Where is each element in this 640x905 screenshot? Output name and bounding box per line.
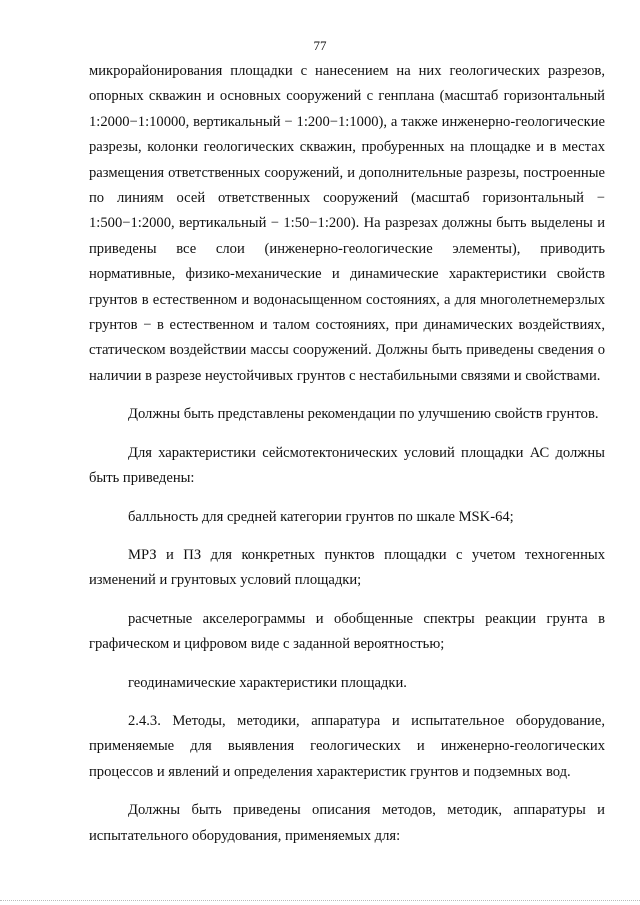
paragraph-methods-description: Должны быть приведены описания методов, методик, аппаратуры и испытательного оборудования, применяемых для: <box>89 802 605 844</box>
footer-divider <box>0 900 640 902</box>
paragraph-continuation: микрорайонирования площадки с нанесением на них геологических разрезов, опорных скважин и основных сооружений с генплана (масштаб горизонтальный 1:2000−1:10000, вертикальный − 1:200−1:1000), а также инженерно-геологические разрезы, колонки геологических скважин, пробуренных на площадке и в местах размещения ответственных сооружений, и дополнительные разрезы, построенные по линиям осей ответственных сооружений (масштаб горизонтальный − 1:500−1:2000, вертикальный − 1:50−1:200). На разрезах должны быть выделены и приведены все слои (инженерно-геологические элементы), приводить нормативные, физико-механические и динамические характеристики свойств грунтов в естественном и водонасыщенном состояниях, а для многолетнемерзлых грунтов − в естественном и талом состояниях, при динамических воздействиях, статическом воздействии массы сооружений. Должны быть приведены сведения о наличии в разрезе неустойчивых грунтов с нестабильными связями и свойствами. <box>89 63 605 384</box>
paragraph-recommendations: Должны быть представлены рекомендации по улучшению свойств грунтов. <box>128 406 599 423</box>
list-item-mrz-pz: МРЗ и ПЗ для конкретных пунктов площадки с учетом техногенных изменений и грунтовых условий площадки; <box>89 546 605 589</box>
list-item-accelerograms: расчетные акселерограммы и обобщенные спектры реакции грунта в графическом и цифровом виде с заданной вероятностью; <box>89 610 605 653</box>
paragraph-seismotectonic-intro: Для характеристики сейсмотектонических условий площадки АС должны быть приведены: <box>89 444 605 487</box>
section-heading-2-4-3: 2.4.3. Методы, методики, аппаратура и испытательное оборудование, применяемые для выявления геологических и инженерно-геологических процессов и явлений и определения характеристик грунтов и подземных вод. <box>89 712 605 780</box>
page-number: 77 <box>313 38 327 53</box>
list-item-geodynamic: геодинамические характеристики площадки. <box>128 674 407 691</box>
body-text <box>89 59 605 862</box>
list-item-msk64: балльность для средней категории грунтов по шкале MSK-64; <box>128 508 514 525</box>
